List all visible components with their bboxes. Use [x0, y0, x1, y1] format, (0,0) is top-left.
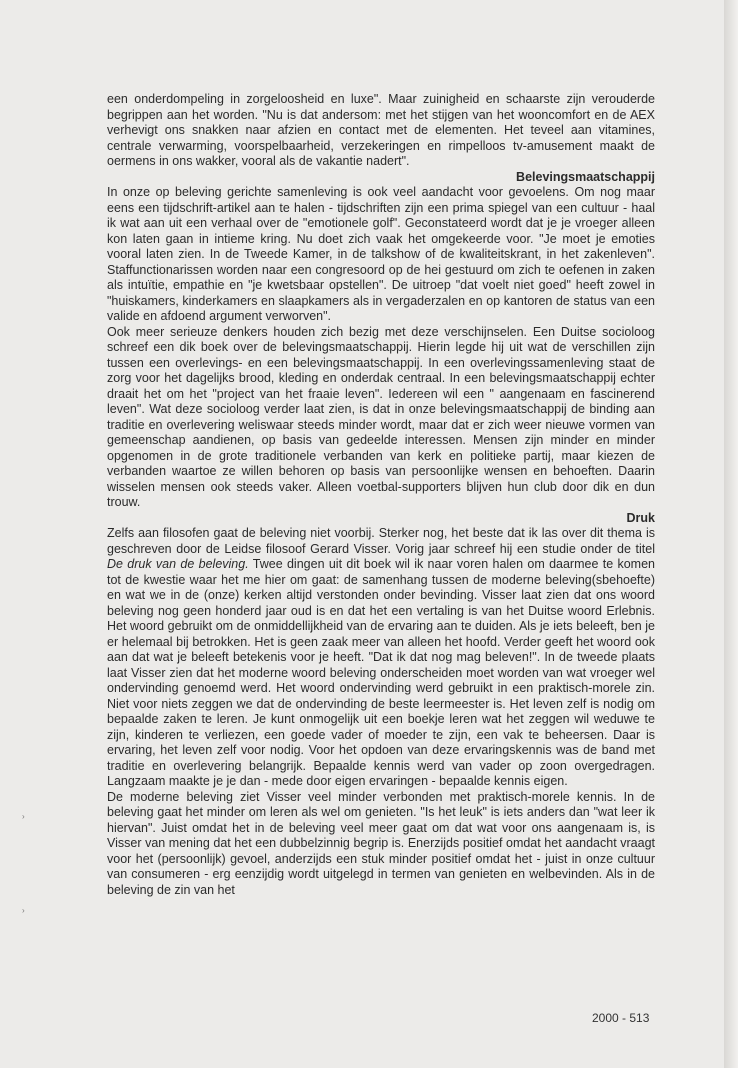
paragraph: [107, 526, 655, 790]
paragraph-text: Zelfs aan filosofen gaat de beleving niet voorbij. Sterker nog, het beste dat ik las over dit thema is geschreven door de Leidse filosoof Gerard Visser. Vorig jaar schreef hij een studie onder de titel: [107, 526, 655, 556]
page-number: 2000 - 513: [592, 1011, 650, 1025]
section-heading: Druk: [626, 510, 655, 525]
paragraph: een onderdompeling in zorgeloosheid en luxe". Maar zuinigheid en schaarste zijn verouderde begrippen aan het worden. "Nu is dat andersom: met het stijgen van het wooncomfort en de AEX verhevigt ons snakken naar afzien en contact met de elementen. Het teveel aan vitamines, centrale verwarming, voorspelbaarheid, verzekeringen en rimpelloos tv-amusement maakt de oermens in ons wakker, vooral als de vakantie nadert".: [107, 92, 655, 168]
section-heading: Belevingsmaatschappij: [516, 169, 655, 184]
page-edge: [724, 0, 738, 1068]
margin-mark: ›: [22, 812, 25, 821]
paragraph: In onze op beleving gerichte samenleving is ook veel aandacht voor gevoelens. Om nog maar eens een tijdschrift-artikel aan te halen - tijdschriften zijn een prima spiegel van een cultuur - haal ik wat aan uit een verhaal over de "emotionele golf". Geconstateerd wordt dat je je vroeger alleen kon laten gaan in intieme kring. Nu doet zich vaak het omgekeerde voor. "Je moet je emoties vooral laten zien. In de Tweede Kamer, in de talkshow of de kwaliteitskrant, in het zakenleven". Staffunctionarissen worden naar een congresoord op de hei gestuurd om zich te oefenen in zaken als intuïtie, empathie en "je kwetsbaar opstellen". De uitroep "dat voelt niet goed" heeft zowel in "huiskamers, kinderkamers en slaapkamers als in vergaderzalen en op kantoren de status van een valide en afdoend argument verworven".: [107, 185, 655, 323]
margin-mark: ›: [22, 906, 25, 915]
paragraph: Ook meer serieuze denkers houden zich bezig met deze verschijnselen. Een Duitse socioloog schreef een dik boek over de belevingsmaatschappij. Hierin legde hij uit wat de verschillen zijn tussen een overlevings- en een belevingsmaatschappij. In een overlevingssamenleving staat de zorg voor het dagelijks brood, kleding en onderdak centraal. In een belevingsmaatschappij echter draait het om het "project van het fraaie leven". Iedereen wil een " aangenaam en fascinerend leven". Wat deze socioloog verder laat zien, is dat in onze belevingsmaatschappij de binding aan traditie en overlevering weliswaar steeds minder wordt, maar dat er zich weer nieuwe vormen van gemeenschap aandienen, op basis van gedeelde interessen. Mensen zijn minder en minder opgenomen in de grote traditionele verbanden van kerk en politieke partij, maar kiezen de verbanden waartoe ze willen behoren op basis van persoonlijke wensen en behoeften. Daarin wisselen mensen ook steeds vaker. Alleen voetbal-supporters blijven hun club door dik en dun trouw.: [107, 324, 655, 509]
paragraph-text: Twee dingen uit dit boek wil ik naar voren halen om daarmee te komen tot de kwestie waar het me hier om gaat: de samenhang tussen de moderne beleving(sbehoefte) en wat we in de (onze) kerken altijd verstonden onder bevinding. Visser laat zien dat ons woord beleving nog geen honderd jaar oud is en dat het een vertaling is van het Duitse woord Erlebnis. Het woord gebruikt om de onmiddellijkheid van de ervaring aan te duiden. Als je iets beleeft, ben je er helemaal bij betrokken. Het is geen zaak meer van alleen het hoofd. Verder geeft het woord ook aan dat wat je beleeft betekenis voor je heeft. "Dat ik dat nog mag beleven!". In de tweede plaats laat Visser zien dat het moderne woord beleving onderscheiden moet worden van wat vroeger wel ondervinding genoemd werd. Het woord ondervinding werd gebruikt in een praktisch-morele zin. Niet voor niets zeggen we dat de ondervinding de beste leermeester is. Het leven zelf is nodig om bepaalde zaken te leren. Je kunt onmogelijk uit een boekje leren wat het zeggen wil weduwe te zijn, kinderen te verliezen, een goede vader of moeder te zijn, een vak te beheersen. Daar is ervaring, het leven zelf voor nodig. Voor het opdoen van deze ervaringskennis was de band met traditie en overlevering belangrijk. Bepaalde kennis werd van vader op zoon overgedragen. Langzaam maakte je je dan - mede door eigen ervaringen - bepaalde kennis eigen.: [107, 557, 656, 788]
article-body: [107, 92, 655, 898]
paragraph: De moderne beleving ziet Visser veel minder verbonden met praktisch-morele kennis. In de beleving gaat het minder om leren als wel om genieten. "Is het leuk" is iets anders dan "wat leer ik hiervan". Juist omdat het in de beleving veel meer gaat om dat wat voor ons aangenaam is, is Visser van mening dat het een dubbelzinnig begrip is. Enerzijds positief omdat het aandacht vraagt voor het (persoonlijk) gevoel, anderzijds een stuk minder positief omdat het - juist in onze cultuur van consumeren - erg eenzijdig wordt uitgelegd in termen van genieten en welbevinden. Als in de beleving de zin van het: [107, 789, 655, 897]
book-title: De druk van de beleving.: [107, 557, 249, 571]
